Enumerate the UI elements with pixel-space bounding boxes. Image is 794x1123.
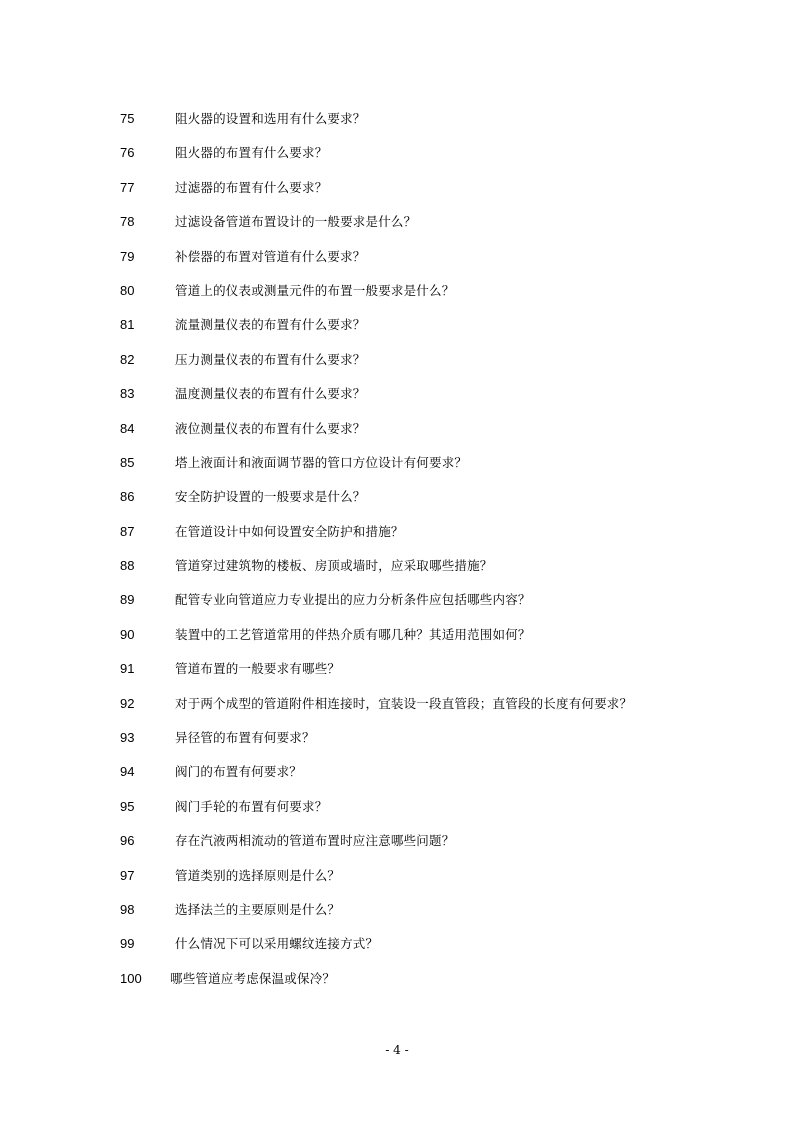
question-number: 79: [120, 248, 135, 264]
question-item: [0, 450, 794, 484]
question-item: [0, 587, 794, 621]
question-text: 哪些管道应考虑保温或保冷？: [170, 970, 336, 986]
question-text: 温度测量仪表的布置有什么要求？: [175, 386, 366, 402]
question-item: [0, 828, 794, 862]
question-item: [0, 244, 794, 278]
question-number: 76: [120, 145, 135, 161]
question-item: [0, 347, 794, 381]
question-number: 92: [120, 695, 135, 711]
question-number: 78: [120, 214, 135, 230]
question-text: 液位测量仪表的布置有什么要求？: [175, 420, 366, 436]
question-item: [0, 416, 794, 450]
question-text: 流量测量仪表的布置有什么要求？: [175, 317, 366, 333]
question-text: 阻火器的布置有什么要求？: [175, 145, 328, 161]
question-text: 塔上液面计和液面调节器的管口方位设计有何要求？: [175, 454, 468, 470]
question-number: 100: [120, 970, 142, 986]
question-text: 补偿器的布置对管道有什么要求？: [175, 248, 366, 264]
question-number: 94: [120, 764, 135, 780]
question-text: 异径管的布置有何要求？: [175, 730, 315, 746]
question-item: [0, 484, 794, 518]
question-item: [0, 519, 794, 553]
question-item: [0, 931, 794, 965]
question-text: 管道上的仪表或测量元件的布置一般要求是什么？: [175, 282, 455, 298]
question-item: [0, 140, 794, 174]
question-item: [0, 278, 794, 312]
question-number: 83: [120, 386, 135, 402]
question-text: 管道布置的一般要求有哪些？: [175, 661, 341, 677]
question-number: 89: [120, 592, 135, 608]
question-number: 91: [120, 661, 135, 677]
question-number: 96: [120, 833, 135, 849]
question-text: 安全防护设置的一般要求是什么？: [175, 489, 366, 505]
question-item: [0, 759, 794, 793]
question-number: 85: [120, 454, 135, 470]
question-text: 压力测量仪表的布置有什么要求？: [175, 351, 366, 367]
question-item: [0, 381, 794, 415]
question-text: 管道穿过建筑物的楼板、房顶或墙时，应采取哪些措施？: [175, 558, 493, 574]
question-item: [0, 622, 794, 656]
question-item: [0, 553, 794, 587]
question-number: 98: [120, 901, 135, 917]
question-number: 97: [120, 867, 135, 883]
question-text: 装置中的工艺管道常用的伴热介质有哪几种？其适用范围如何？: [175, 626, 531, 642]
question-number: 90: [120, 626, 135, 642]
question-text: 过滤器的布置有什么要求？: [175, 179, 328, 195]
question-number: 99: [120, 936, 135, 952]
question-text: 过滤设备管道布置设计的一般要求是什么？: [175, 214, 417, 230]
question-number: 77: [120, 179, 135, 195]
question-item: [0, 312, 794, 346]
question-text: 什么情况下可以采用螺纹连接方式？: [175, 936, 379, 952]
question-text: 阻火器的设置和选用有什么要求？: [175, 111, 366, 126]
question-item: [0, 656, 794, 690]
question-text: 阀门手轮的布置有何要求？: [175, 798, 328, 814]
question-text: 对于两个成型的管道附件相连接时，宜装设一段直管段；直管段的长度有何要求？: [175, 695, 633, 711]
question-item: [0, 725, 794, 759]
question-text: 选择法兰的主要原则是什么？: [175, 901, 341, 917]
question-item: [0, 106, 794, 140]
question-text: 配管专业向管道应力专业提出的应力分析条件应包括哪些内容？: [175, 592, 531, 608]
question-item: [0, 794, 794, 828]
question-number: 80: [120, 282, 135, 298]
question-number: 84: [120, 420, 135, 436]
question-number: 81: [120, 317, 135, 333]
question-number: 82: [120, 351, 135, 367]
question-item: [0, 966, 794, 1000]
question-text: 阀门的布置有何要求？: [175, 764, 303, 780]
page-number: - 4 -: [385, 1043, 409, 1057]
question-number: 88: [120, 558, 135, 574]
question-number: 75: [120, 111, 135, 126]
question-number: 86: [120, 489, 135, 505]
question-text: 管道类别的选择原则是什么？: [175, 867, 341, 883]
question-item: [0, 175, 794, 209]
question-number: 87: [120, 523, 135, 539]
question-item: [0, 691, 794, 725]
question-item: [0, 897, 794, 931]
question-list: [0, 106, 794, 1000]
question-number: 93: [120, 730, 135, 746]
question-text: 存在汽液两相流动的管道布置时应注意哪些问题？: [175, 833, 455, 849]
question-text: 在管道设计中如何设置安全防护和措施？: [175, 523, 404, 539]
question-item: [0, 863, 794, 897]
question-item: [0, 209, 794, 243]
question-number: 95: [120, 798, 135, 814]
